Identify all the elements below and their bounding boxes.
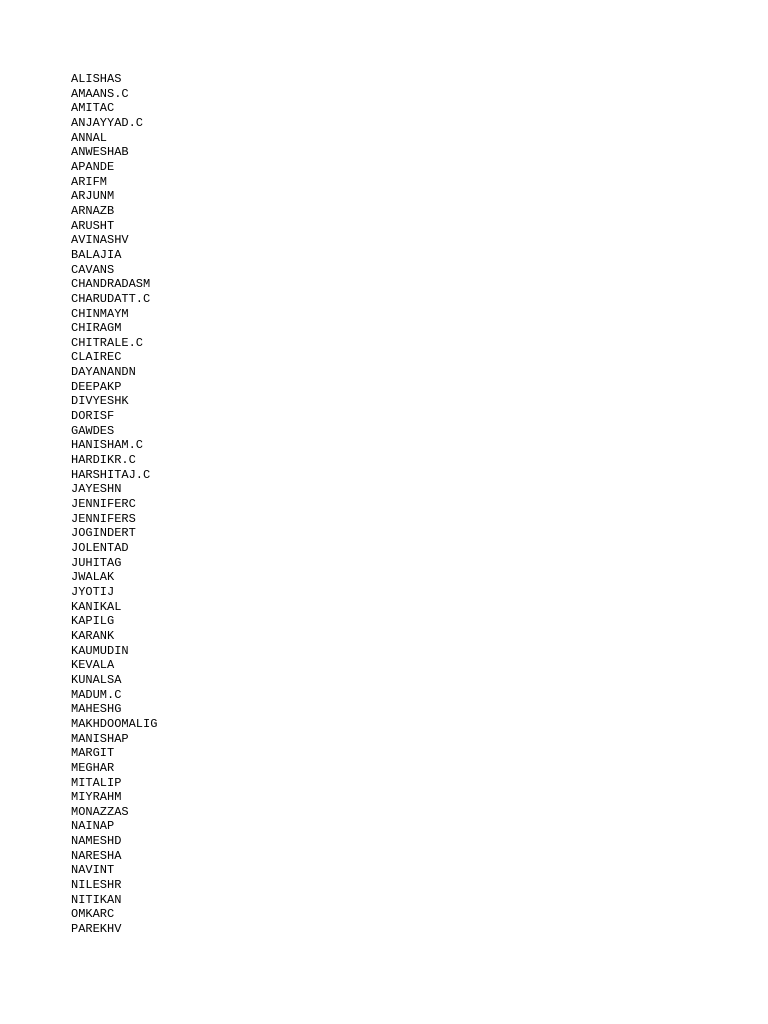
list-item: CAVANS [71,262,115,277]
name-list [71,72,157,937]
list-item: MAHESHG [71,702,122,717]
list-item: ALISHAS [71,72,122,86]
list-item: CHIRAGM [71,321,122,336]
list-item: MITALIP [71,775,122,790]
list-item: NAMESHD [71,834,122,849]
list-item: MANISHAP [71,731,129,746]
list-item: OMKARC [71,907,115,922]
list-item: AVINASHV [71,233,129,248]
list-item: CHARUDATT.C [71,291,151,306]
list-item: KEVALA [71,658,115,673]
list-item: DAYANANDN [71,365,136,380]
list-item: DEEPAKP [71,379,122,394]
list-item: ARNAZB [71,203,115,218]
list-item: ARIFM [71,174,108,189]
list-item: MARGIT [71,746,115,761]
list-item: JENNIFERS [71,511,136,526]
list-item: JOGINDERT [71,526,136,541]
list-item: CHITRALE.C [71,335,144,350]
list-item: APANDE [71,159,115,174]
list-item: MEGHAR [71,760,115,775]
list-item: KAPILG [71,614,115,629]
list-item: KARANK [71,628,115,643]
list-item: JAYESHN [71,482,122,497]
list-item: CHINMAYM [71,306,129,321]
list-item: JOLENTAD [71,541,129,555]
list-item: NAVINT [71,863,115,878]
list-item: MADUM.C [71,687,122,702]
list-item: NILESHR [71,878,122,893]
list-item: JWALAK [71,570,115,585]
list-item: KAUMUDIN [71,643,129,658]
list-item: ANJAYYAD.C [71,115,144,130]
list-item: ANWESHAB [71,145,129,160]
list-item: MIYRAHM [71,790,122,805]
list-item: NAINAP [71,819,115,834]
list-item: AMITAC [71,101,115,116]
list-item: ARUSHT [71,218,115,233]
list-item: HANISHAM.C [71,438,144,453]
list-item: JYOTIJ [71,584,115,599]
list-item: JENNIFERC [71,497,136,512]
list-item: KANIKAL [71,599,122,614]
list-item: CLAIREC [71,350,122,365]
list-item: MONAZZAS [71,804,129,819]
list-item: MAKHDOOMALIG [71,716,158,731]
list-item: NITIKAN [71,892,122,907]
list-item: GAWDES [71,423,115,438]
list-item: ANNAL [71,130,108,145]
list-item: JUHITAG [71,555,122,570]
list-item: ARJUNM [71,189,115,204]
list-item: PAREKHV [71,922,122,937]
list-item: HARSHITAJ.C [71,467,151,482]
list-item: CHANDRADASM [71,277,151,292]
list-item: BALAJIA [71,247,122,262]
list-item: DIVYESHK [71,394,129,409]
list-item: DORISF [71,409,115,424]
list-item: KUNALSA [71,672,122,687]
list-item: AMAANS.C [71,86,129,101]
list-item: HARDIKR.C [71,453,136,468]
list-item: NARESHA [71,848,122,863]
